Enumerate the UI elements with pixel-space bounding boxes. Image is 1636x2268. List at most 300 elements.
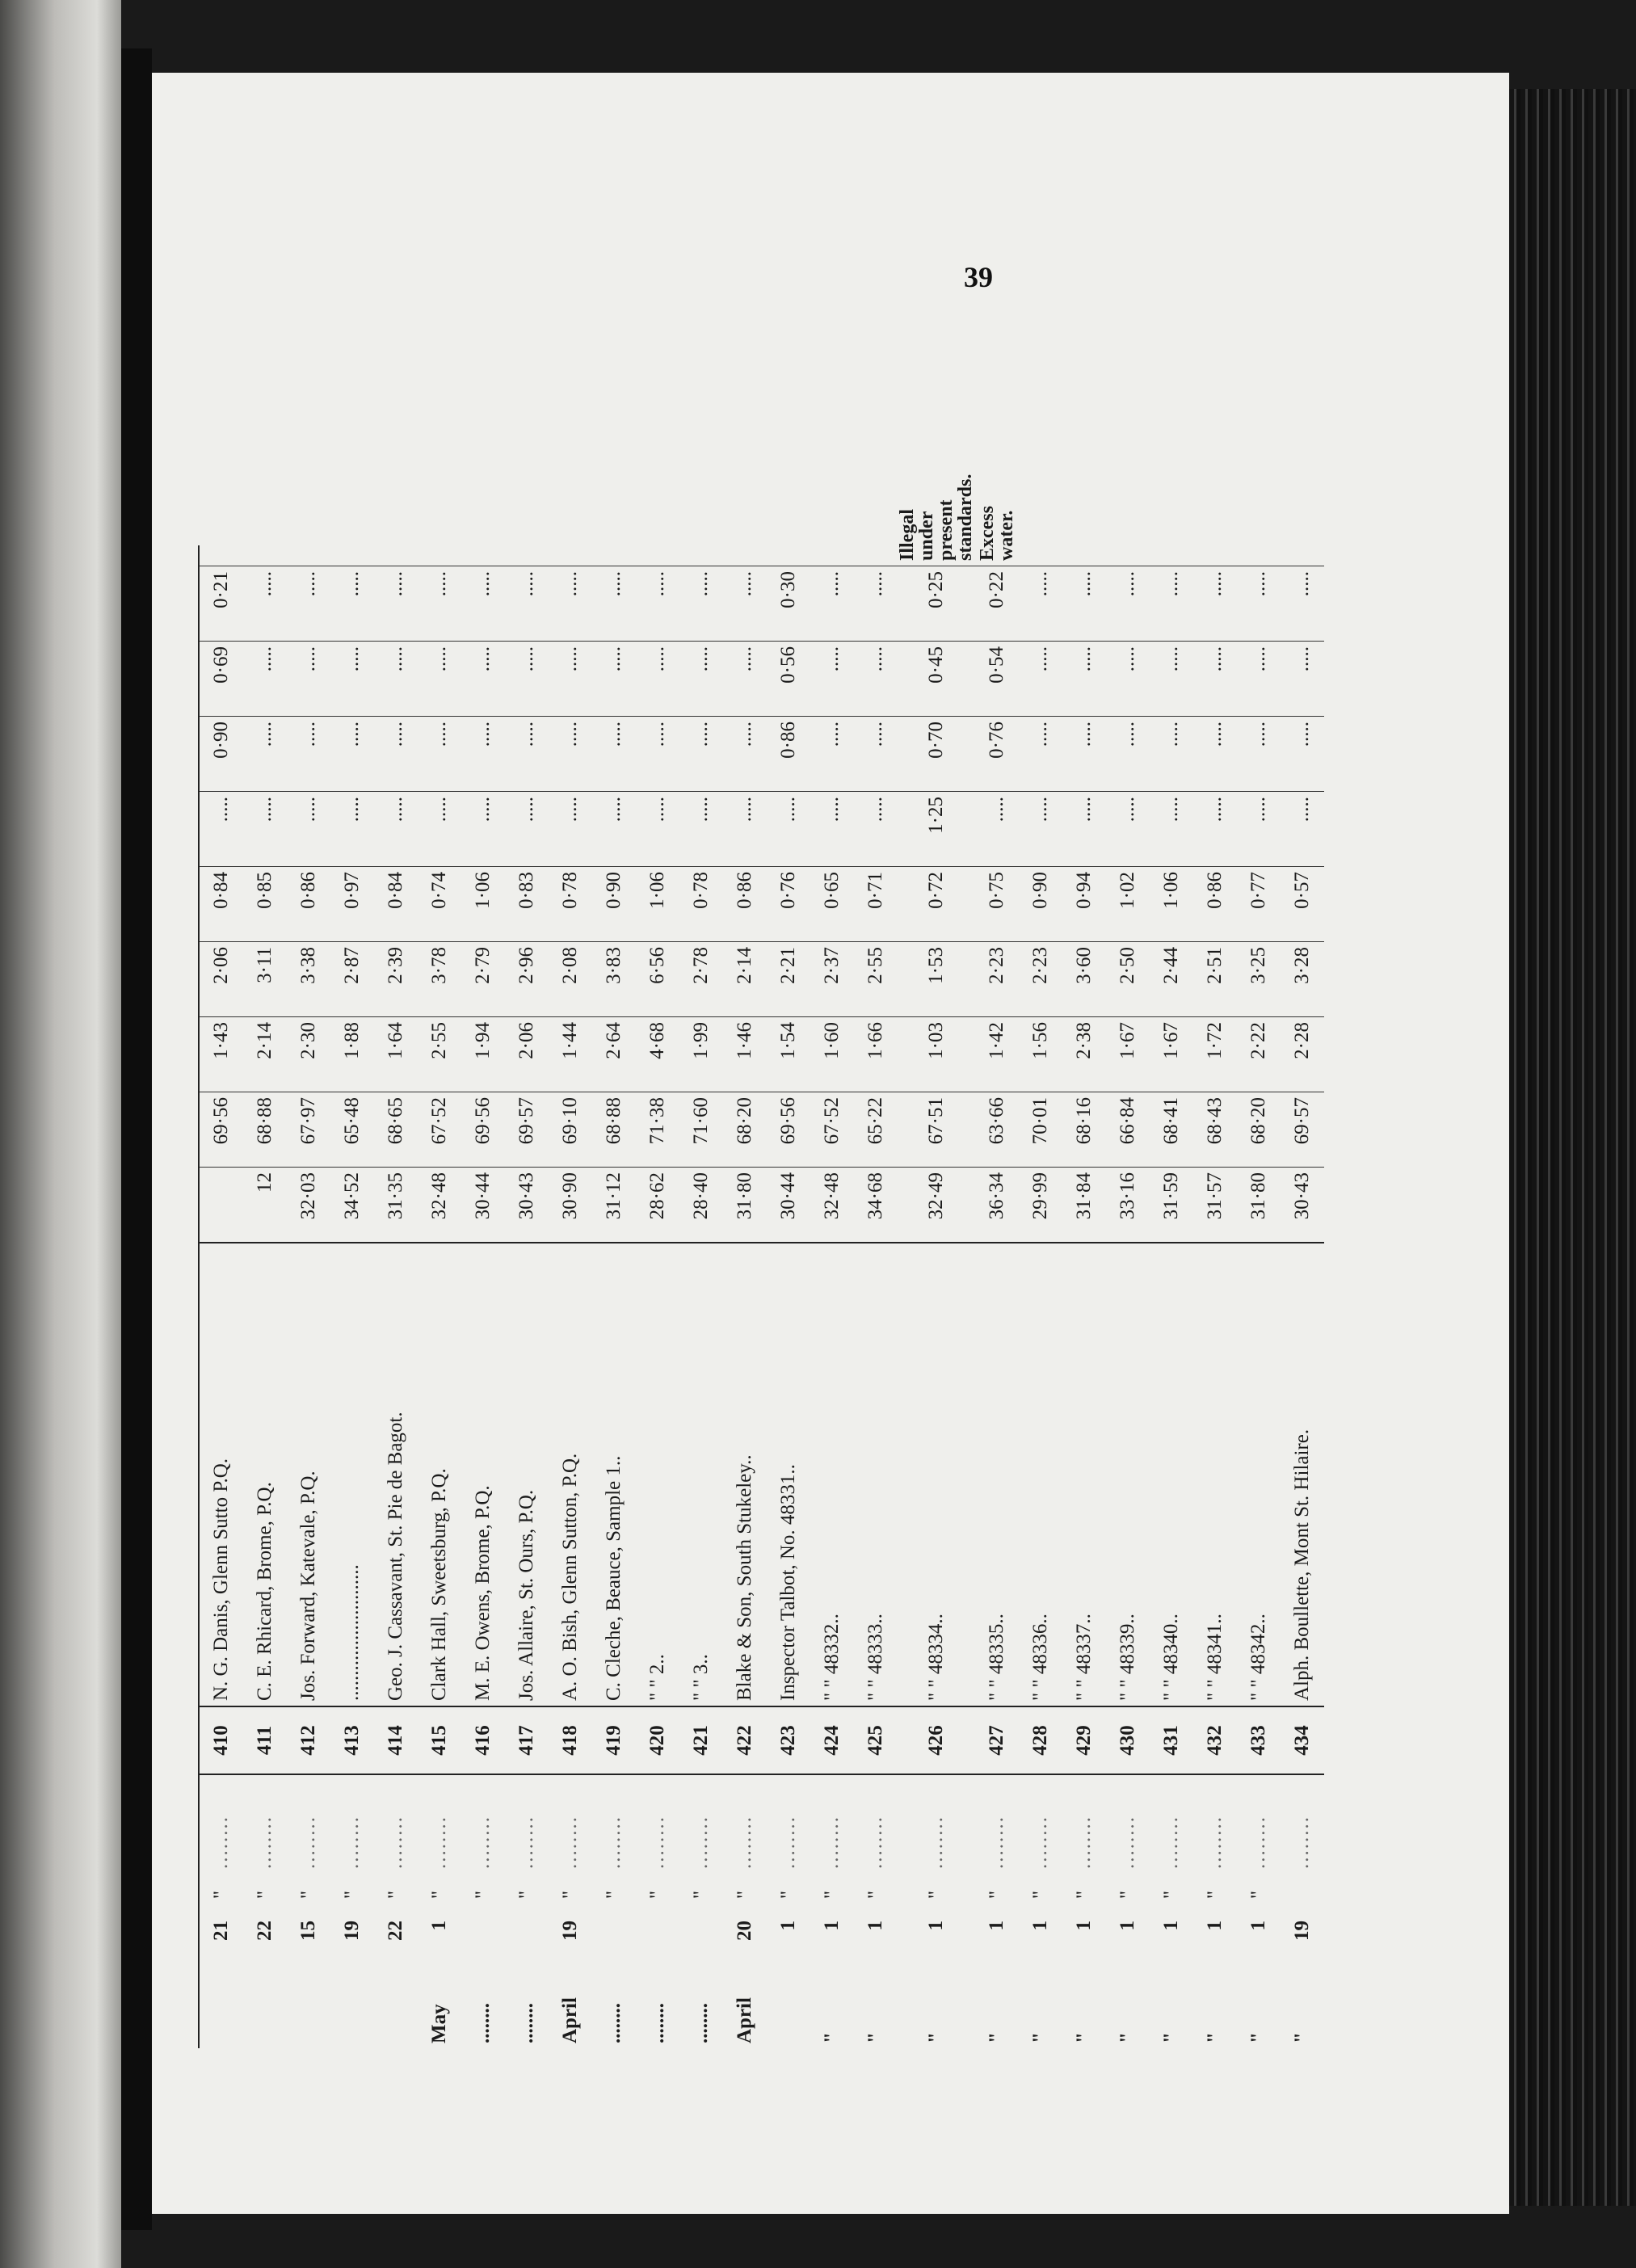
cell-c: 1·66 [854, 1017, 898, 1092]
cell-d: 3·60 [1062, 942, 1106, 1017]
cell-rem [1062, 545, 1106, 566]
cell-no: 426 [898, 1706, 975, 1774]
cell-i: ..... [1150, 566, 1193, 642]
cell-ditto: " [986, 1890, 1007, 1900]
cell-day: 1 [986, 1921, 1007, 1931]
cell-f: ..... [1019, 792, 1062, 867]
cell-month [767, 1966, 810, 2048]
cell-c: 1·03 [898, 1017, 975, 1092]
cell-ditto: " [515, 1890, 537, 1900]
cell-a: 36·34 [975, 1168, 1019, 1243]
cell-g: ..... [243, 717, 287, 792]
cell-ditto [1281, 1874, 1324, 1916]
table-row [767, 545, 810, 2048]
cell-i: ..... [461, 566, 505, 642]
cell-a: 31·12 [592, 1168, 636, 1243]
cell-g: ..... [505, 717, 549, 792]
table-row [679, 545, 723, 2048]
cell-i: 0·22 [975, 566, 1019, 642]
cell-rem [592, 545, 636, 566]
cell-h: ..... [549, 642, 592, 717]
cell-a [199, 1168, 243, 1243]
cell-e: 0·76 [767, 867, 810, 942]
cell-b: 68·20 [723, 1092, 767, 1168]
cell-d: 2·14 [723, 942, 767, 1017]
cell-ditto: " [254, 1890, 275, 1900]
cell-dots: ........ [898, 1774, 975, 1874]
cell-no: 427 [975, 1706, 1019, 1774]
cell-day [461, 1916, 505, 1966]
cell-day: 19 [341, 1921, 363, 1941]
cell-b: 69·57 [505, 1092, 549, 1168]
left-page-edge [0, 0, 121, 2268]
cell-f: ..... [1150, 792, 1193, 867]
cell-h: ..... [243, 642, 287, 717]
table-row [898, 545, 975, 2048]
cell-g: 0·86 [767, 717, 810, 792]
cell-a: 31·84 [1062, 1168, 1106, 1243]
cell-i: ..... [549, 566, 592, 642]
cell-h: ..... [461, 642, 505, 717]
cell-a: 33·16 [1106, 1168, 1150, 1243]
cell-b: 68·65 [374, 1092, 418, 1168]
cell-day: 21 [199, 1916, 243, 1966]
cell-d: 3·78 [418, 942, 461, 1017]
cell-i: ..... [243, 566, 287, 642]
cell-f: ..... [767, 792, 810, 867]
cell-a: 32·48 [810, 1168, 854, 1243]
table-row [1193, 545, 1237, 2048]
cell-no: 422 [723, 1706, 767, 1774]
cell-rem [243, 545, 287, 566]
cell-e: 0·57 [1281, 867, 1324, 942]
cell-dots: ........ [767, 1774, 810, 1874]
cell-no: 434 [1281, 1706, 1324, 1774]
cell-src: N. G. Danis, Glenn Sutto P.Q. [199, 1243, 243, 1706]
cell-f: ..... [1062, 792, 1106, 867]
cell-ditto: " [1029, 1890, 1051, 1900]
cell-g: ..... [1062, 717, 1106, 792]
cell-month [374, 1966, 418, 2048]
cell-b: 68·43 [1193, 1092, 1237, 1168]
cell-e: 0·74 [418, 867, 461, 942]
cell-src: " " 48336.. [1019, 1243, 1062, 1706]
cell-d: 2·87 [330, 942, 374, 1017]
cell-src: " " 48342.. [1237, 1243, 1281, 1706]
cell-no: 414 [374, 1706, 418, 1774]
cell-rem [549, 545, 592, 566]
cell-a: 32·03 [287, 1168, 330, 1243]
cell-dots: ........ [636, 1774, 679, 1874]
cell-a: 28·62 [636, 1168, 679, 1243]
table-row [549, 545, 592, 2048]
cell-day: 22 [385, 1921, 406, 1941]
cell-month [330, 1966, 374, 2048]
cell-i: 0·25 [898, 566, 975, 642]
table-body [199, 545, 1324, 2048]
cell-src: M. E. Owens, Brome, P.Q. [461, 1243, 505, 1706]
cell-f: ..... [505, 792, 549, 867]
cell-a: 31·35 [374, 1168, 418, 1243]
cell-dots: ........ [854, 1774, 898, 1874]
table-row [975, 545, 1019, 2048]
cell-i: ..... [418, 566, 461, 642]
cell-g: ..... [418, 717, 461, 792]
cell-e: 0·72 [898, 867, 975, 942]
cell-e: 0·83 [505, 867, 549, 942]
cell-month: " [986, 2032, 1007, 2043]
cell-ditto: " [1247, 1890, 1269, 1900]
cell-rem [1150, 545, 1193, 566]
cell-month [287, 1966, 330, 2048]
cell-month: ........ [472, 2003, 494, 2043]
table-row [1106, 545, 1150, 2048]
cell-src: Jos. Forward, Katevale, P.Q. [287, 1243, 330, 1706]
cell-a: 31·59 [1150, 1168, 1193, 1243]
cell-i: ..... [1062, 566, 1106, 642]
cell-a: 31·80 [723, 1168, 767, 1243]
cell-f: ..... [549, 792, 592, 867]
cell-ditto: " [297, 1890, 319, 1900]
cell-c: 1·99 [679, 1017, 723, 1092]
cell-a: 30·43 [505, 1168, 549, 1243]
cell-e: 1·06 [636, 867, 679, 942]
cell-ditto: " [925, 1890, 947, 1900]
cell-f: ..... [679, 792, 723, 867]
cell-no: 410 [199, 1706, 243, 1774]
cell-i: ..... [854, 566, 898, 642]
cell-g: ..... [1193, 717, 1237, 792]
cell-no: 418 [549, 1706, 592, 1774]
table-row [330, 545, 374, 2048]
cell-h: ..... [505, 642, 549, 717]
cell-e: 0·94 [1062, 867, 1106, 942]
cell-c: 2·30 [287, 1017, 330, 1092]
cell-month [199, 1966, 243, 2048]
cell-d: 3·25 [1237, 942, 1281, 1017]
cell-day: 1 [1204, 1921, 1226, 1931]
cell-c: 2·06 [505, 1017, 549, 1092]
cell-b: 71·60 [679, 1092, 723, 1168]
cell-month: " [1247, 2032, 1269, 2043]
cell-d: 2·96 [505, 942, 549, 1017]
cell-g: ..... [679, 717, 723, 792]
cell-g: ..... [854, 717, 898, 792]
cell-d: 2·23 [1019, 942, 1062, 1017]
cell-d: 3·38 [287, 942, 330, 1017]
cell-day: 1 [777, 1921, 799, 1931]
cell-c: 1·67 [1150, 1017, 1193, 1092]
cell-d: 2·55 [854, 942, 898, 1017]
cell-ditto: " [1204, 1890, 1226, 1900]
cell-f: ..... [975, 792, 1019, 867]
cell-h: ..... [1281, 642, 1324, 717]
table-row [374, 545, 418, 2048]
cell-d: 2·78 [679, 942, 723, 1017]
cell-b: 67·97 [287, 1092, 330, 1168]
cell-ditto: " [1073, 1890, 1095, 1900]
cell-day: 1 [428, 1921, 450, 1931]
cell-ditto: " [559, 1890, 581, 1900]
cell-g: 0·70 [898, 717, 975, 792]
cell-h: ..... [1019, 642, 1062, 717]
cell-d: 1·53 [898, 942, 975, 1017]
cell-ditto: " [646, 1890, 668, 1900]
cell-e: 0·77 [1237, 867, 1281, 942]
cell-dots: ........ [810, 1774, 854, 1874]
cell-g: 0·76 [975, 717, 1019, 792]
cell-h: ..... [374, 642, 418, 717]
page-stack-edge [1509, 89, 1636, 2206]
cell-day: 1 [1117, 1921, 1138, 1931]
cell-b: 67·52 [810, 1092, 854, 1168]
table-row [1281, 545, 1324, 2048]
cell-ditto: " [734, 1890, 755, 1900]
cell-h: 0·56 [767, 642, 810, 717]
cell-ditto: " [603, 1890, 625, 1900]
cell-day [592, 1916, 636, 1966]
cell-no: 430 [1106, 1706, 1150, 1774]
table-row [505, 545, 549, 2048]
cell-src: Geo. J. Cassavant, St. Pie de Bagot. [374, 1243, 418, 1706]
cell-h: ..... [287, 642, 330, 717]
cell-e: 0·75 [975, 867, 1019, 942]
cell-src: " " 48340.. [1150, 1243, 1193, 1706]
cell-d: 2·08 [549, 942, 592, 1017]
cell-day: 1 [1073, 1921, 1095, 1931]
cell-f: ..... [287, 792, 330, 867]
cell-f: ..... [810, 792, 854, 867]
cell-src: " " 48332.. [810, 1243, 854, 1706]
cell-e: 0·90 [1019, 867, 1062, 942]
cell-f: ..... [418, 792, 461, 867]
cell-f: ..... [723, 792, 767, 867]
cell-rem [767, 545, 810, 566]
table-row [1237, 545, 1281, 2048]
cell-c: 1·94 [461, 1017, 505, 1092]
cell-c: 2·28 [1281, 1017, 1324, 1092]
table-row [723, 545, 767, 2048]
cell-g: ..... [1237, 717, 1281, 792]
cell-c: 2·55 [418, 1017, 461, 1092]
cell-e: 0·65 [810, 867, 854, 942]
cell-no: 417 [505, 1706, 549, 1774]
cell-c: 1·54 [767, 1017, 810, 1092]
cell-src: " " 48334.. [898, 1243, 975, 1706]
cell-rem [461, 545, 505, 566]
cell-c: 1·43 [199, 1017, 243, 1092]
cell-rem [505, 545, 549, 566]
cell-g: ..... [1019, 717, 1062, 792]
cell-ditto: " [341, 1890, 363, 1900]
cell-h: ..... [1237, 642, 1281, 717]
cell-f: ..... [461, 792, 505, 867]
cell-a: 31·80 [1237, 1168, 1281, 1243]
cell-e: 0·85 [243, 867, 287, 942]
cell-src: " " 48333.. [854, 1243, 898, 1706]
cell-src: " " 48341.. [1193, 1243, 1237, 1706]
cell-i: ..... [723, 566, 767, 642]
cell-h: ..... [1062, 642, 1106, 717]
cell-d: 2·23 [975, 942, 1019, 1017]
cell-dots: ........ [549, 1774, 592, 1874]
cell-b: 68·41 [1150, 1092, 1193, 1168]
cell-h: ..... [810, 642, 854, 717]
cell-dots: ........ [374, 1774, 418, 1874]
cell-no: 420 [636, 1706, 679, 1774]
cell-d: 2·37 [810, 942, 854, 1017]
cell-ditto: " [1160, 1890, 1182, 1900]
cell-i: ..... [1106, 566, 1150, 642]
analysis-table [198, 545, 1324, 2048]
cell-d: 2·51 [1193, 942, 1237, 1017]
cell-dots: ........ [418, 1774, 461, 1874]
cell-no: 432 [1193, 1706, 1237, 1774]
cell-month: May [428, 2004, 450, 2043]
cell-dots: ........ [1281, 1774, 1324, 1874]
cell-b: 68·88 [592, 1092, 636, 1168]
cell-i: ..... [330, 566, 374, 642]
cell-f: ..... [1106, 792, 1150, 867]
cell-a: 29·99 [1019, 1168, 1062, 1243]
cell-b: 69·10 [549, 1092, 592, 1168]
cell-f: ..... [1281, 792, 1324, 867]
cell-i: ..... [1193, 566, 1237, 642]
cell-b: 68·20 [1237, 1092, 1281, 1168]
cell-b: 67·51 [898, 1092, 975, 1168]
cell-a: 12 [243, 1168, 287, 1243]
cell-dots: ........ [592, 1774, 636, 1874]
cell-b: 71·38 [636, 1092, 679, 1168]
cell-f: ..... [592, 792, 636, 867]
cell-c: 1·64 [374, 1017, 418, 1092]
cell-dots: ........ [723, 1774, 767, 1874]
rotated-table-container [198, 545, 1361, 2048]
cell-e: 0·78 [549, 867, 592, 942]
cell-i: ..... [1019, 566, 1062, 642]
cell-no: 429 [1062, 1706, 1106, 1774]
cell-src: Blake & Son, South Stukeley.. [723, 1243, 767, 1706]
cell-f: ..... [854, 792, 898, 867]
cell-day [679, 1916, 723, 1966]
cell-f: ..... [243, 792, 287, 867]
cell-day: 1 [1160, 1921, 1182, 1931]
cell-dots: ........ [1193, 1774, 1237, 1874]
cell-no: 419 [592, 1706, 636, 1774]
cell-dots: ........ [1062, 1774, 1106, 1874]
cell-rem [975, 545, 1019, 566]
cell-e: 0·86 [287, 867, 330, 942]
cell-h: ..... [636, 642, 679, 717]
cell-ditto: " [821, 1890, 843, 1900]
cell-i: ..... [287, 566, 330, 642]
cell-h: ..... [330, 642, 374, 717]
cell-rem [898, 545, 975, 566]
cell-no: 412 [287, 1706, 330, 1774]
cell-dots: ........ [1106, 1774, 1150, 1874]
cell-month: " [1073, 2032, 1095, 2043]
cell-rem [1106, 545, 1150, 566]
cell-g: ..... [1106, 717, 1150, 792]
cell-src: A. O. Bish, Glenn Sutton, P.Q. [549, 1243, 592, 1706]
cell-b: 69·56 [461, 1092, 505, 1168]
cell-d: 3·11 [243, 942, 287, 1017]
cell-month: " [1029, 2032, 1051, 2043]
cell-d: 2·44 [1150, 942, 1193, 1017]
cell-e: 0·86 [723, 867, 767, 942]
cell-a: 30·90 [549, 1168, 592, 1243]
cell-src: Clark Hall, Sweetsburg, P.Q. [418, 1243, 461, 1706]
cell-h: ..... [723, 642, 767, 717]
cell-i: ..... [810, 566, 854, 642]
cell-rem [723, 545, 767, 566]
cell-dots: ........ [287, 1774, 330, 1874]
cell-no: 411 [243, 1706, 287, 1774]
cell-rem [374, 545, 418, 566]
cell-g: ..... [592, 717, 636, 792]
cell-d: 2·21 [767, 942, 810, 1017]
cell-b: 70·01 [1019, 1092, 1062, 1168]
cell-dots: ........ [1019, 1774, 1062, 1874]
table-row [199, 545, 243, 2048]
cell-i: ..... [679, 566, 723, 642]
table-row [854, 545, 898, 2048]
cell-h: 0·54 [975, 642, 1019, 717]
cell-f: 1·25 [898, 792, 975, 867]
cell-month: " [925, 2032, 947, 2043]
cell-rem [810, 545, 854, 566]
cell-ditto: " [1117, 1890, 1138, 1900]
cell-day: 20 [734, 1921, 755, 1941]
cell-e: 0·86 [1193, 867, 1237, 942]
cell-dots: ........ [975, 1774, 1019, 1874]
cell-c: 2·22 [1237, 1017, 1281, 1092]
cell-rem [1237, 545, 1281, 566]
cell-d: 2·79 [461, 942, 505, 1017]
cell-h: 0·45 [898, 642, 975, 717]
cell-ditto: " [472, 1890, 494, 1900]
cell-f: ..... [1193, 792, 1237, 867]
cell-month: " [864, 2032, 886, 2043]
cell-c: 2·64 [592, 1017, 636, 1092]
cell-no: 433 [1237, 1706, 1281, 1774]
cell-c: 1·44 [549, 1017, 592, 1092]
cell-b: 63·66 [975, 1092, 1019, 1168]
cell-src: ........................... [330, 1243, 374, 1706]
cell-no: 428 [1019, 1706, 1062, 1774]
cell-month: ........ [690, 2003, 712, 2043]
cell-c: 2·14 [243, 1017, 287, 1092]
cell-dots: ........ [330, 1774, 374, 1874]
cell-day: 22 [254, 1921, 275, 1941]
table-row [287, 545, 330, 2048]
cell-day: 19 [1291, 1921, 1313, 1941]
cell-src: Inspector Talbot, No. 48331.. [767, 1243, 810, 1706]
cell-g: ..... [1150, 717, 1193, 792]
cell-a: 30·43 [1281, 1168, 1324, 1243]
cell-rem [1019, 545, 1062, 566]
cell-dots: ........ [199, 1774, 243, 1874]
cell-rem [1281, 545, 1324, 566]
cell-a: 34·68 [854, 1168, 898, 1243]
cell-month [243, 1966, 287, 2048]
cell-b: 65·22 [854, 1092, 898, 1168]
cell-i: ..... [1237, 566, 1281, 642]
cell-month: " [1160, 2032, 1182, 2043]
cell-d: 2·39 [374, 942, 418, 1017]
cell-e: 1·06 [1150, 867, 1193, 942]
cell-day: 1 [821, 1921, 843, 1931]
